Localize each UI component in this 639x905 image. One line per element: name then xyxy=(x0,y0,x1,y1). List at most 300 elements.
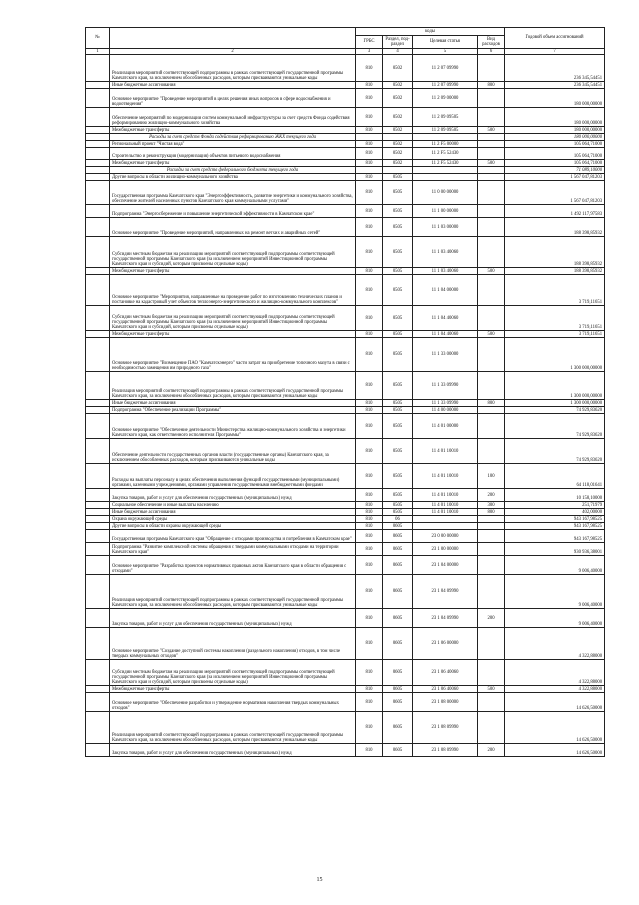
row-num-cell xyxy=(86,141,110,148)
row-name-cell: Субсидии местным бюджетам на реализацию мероприятий соответствующей подпрограммы соответствующей государственной программы Камчатского края (за исключением мероприятий Инвестиционной программы Камчатского края и субсидий, которым присвоены отдельные коды) xyxy=(110,237,356,268)
row-num-cell xyxy=(86,218,110,237)
row-section-cell: 0502 xyxy=(383,55,413,82)
row-exp-type-cell xyxy=(478,134,505,141)
row-num-cell xyxy=(86,338,110,372)
row-grbs-cell: 810 xyxy=(356,502,383,509)
row-amount-cell: 4 322,88000 xyxy=(505,686,605,693)
row-article-cell: 11 1 33 00000 xyxy=(413,338,478,372)
row-article-cell: 11 2 07 09990 xyxy=(413,55,478,82)
row-amount-cell: 9 006,40000 xyxy=(505,575,605,609)
table-row xyxy=(86,530,605,543)
table-row xyxy=(86,693,605,712)
row-section-cell: 0502 xyxy=(383,82,413,89)
table-row xyxy=(86,338,605,372)
row-name-cell: Основное мероприятие "Проведение мероприятий, направленных на ремонт ветхих и аварийных сетей" xyxy=(110,218,356,237)
row-article-cell: 23 1 04 09990 xyxy=(413,609,478,628)
row-section-cell: 0505 xyxy=(383,338,413,372)
row-name-cell: Строительство и реконструкция (модернизация) объектов питьевого водоснабжения xyxy=(110,148,356,160)
row-num-cell xyxy=(86,575,110,609)
row-name-cell: Государственная программа Камчатского края "Обращение с отходами производства и потребления в Камчатском крае" xyxy=(110,530,356,543)
index-cell: 6 xyxy=(478,49,505,55)
row-amount-cell: 188 398,85932 xyxy=(505,237,605,268)
row-num-cell xyxy=(86,148,110,160)
row-section-cell: 0505 xyxy=(383,237,413,268)
table-row xyxy=(86,134,605,141)
row-amount-cell: 14 626,50000 xyxy=(505,744,605,757)
row-num-cell xyxy=(86,693,110,712)
row-name-cell: Обеспечение деятельности государственных органов власти (государственные органы) Камчатского края, за исключением обособленных расходов, которым присваиваются уникальные коды xyxy=(110,439,356,464)
row-name-cell: Расходы за счет средств Фонда содействия реформированию ЖКХ текущего года xyxy=(110,134,356,141)
row-grbs-cell: 810 xyxy=(356,174,383,181)
row-section-cell: 0505 xyxy=(383,502,413,509)
row-amount-cell: 251,71979 xyxy=(505,502,605,509)
row-amount-cell: 74 929,83620 xyxy=(505,407,605,414)
row-exp-type-cell xyxy=(478,660,505,686)
row-name-cell: Государственная программа Камчатского края "Энергоэффективность, развитие энергетики и коммунального хозяйства, обеспечение жителей населенных пунктов Камчатского края коммунальными услугами" xyxy=(110,181,356,205)
row-amount-cell: 180 000,00000 xyxy=(505,89,605,108)
row-num-cell xyxy=(86,686,110,693)
row-grbs-cell: 810 xyxy=(356,686,383,693)
table-row xyxy=(86,268,605,275)
row-section-cell: 0605 xyxy=(383,575,413,609)
row-num-cell xyxy=(86,400,110,407)
row-num-cell xyxy=(86,509,110,516)
row-amount-cell: 236 345,54451 xyxy=(505,55,605,82)
row-section-cell: 0502 xyxy=(383,89,413,108)
row-exp-type-cell xyxy=(478,181,505,205)
row-exp-type-cell xyxy=(478,174,505,181)
row-amount-cell: 930 936,38001 xyxy=(505,543,605,556)
row-article-cell: 11 4 01 00000 xyxy=(413,414,478,439)
row-grbs-cell: 810 xyxy=(356,556,383,575)
row-article-cell xyxy=(413,134,478,141)
row-amount-cell: 9 006,40000 xyxy=(505,556,605,575)
row-name-cell: Обеспечение мероприятий по модернизации систем коммунальной инфраструктуры за счет средств Фонда содействия реформированию жилищно-коммунального хозяйства xyxy=(110,108,356,127)
row-num-cell xyxy=(86,516,110,523)
table-row xyxy=(86,543,605,556)
row-article-cell: 11 4 00 00000 xyxy=(413,407,478,414)
row-article-cell: 23 1 06 40060 xyxy=(413,660,478,686)
row-name-cell: Охрана окружающей среды xyxy=(110,516,356,523)
table-row xyxy=(86,609,605,628)
table-row xyxy=(86,509,605,516)
row-grbs-cell: 810 xyxy=(356,407,383,414)
row-exp-type-cell xyxy=(478,543,505,556)
row-name-cell: Межбюджетные трансферты xyxy=(110,686,356,693)
row-num-cell xyxy=(86,628,110,660)
row-num-cell xyxy=(86,108,110,127)
table-row xyxy=(86,275,605,306)
row-num-cell xyxy=(86,275,110,306)
row-grbs-cell: 810 xyxy=(356,530,383,543)
header-section: Раздел, под-раздел xyxy=(383,36,413,49)
row-exp-type-cell xyxy=(478,712,505,744)
row-num-cell xyxy=(86,744,110,757)
row-num-cell xyxy=(86,660,110,686)
row-amount-cell: 4 322,88000 xyxy=(505,628,605,660)
row-exp-type-cell: 100 xyxy=(478,464,505,489)
row-article-cell: 23 1 08 09990 xyxy=(413,744,478,757)
row-exp-type-cell: 200 xyxy=(478,744,505,757)
row-name-cell: Расходы за счет средств федерального бюджета текущего года xyxy=(110,167,356,174)
budget-table xyxy=(85,27,605,757)
row-section-cell: 0502 xyxy=(383,141,413,148)
row-name-cell: Подпрограмма "Энергосбережение и повышение энергетической эффективности в Камчатском крае" xyxy=(110,205,356,218)
row-exp-type-cell xyxy=(478,237,505,268)
row-section-cell: 0605 xyxy=(383,686,413,693)
row-name-cell: Другие вопросы в области жилищно-коммунального хозяйства xyxy=(110,174,356,181)
row-article-cell: 23 1 08 00000 xyxy=(413,693,478,712)
row-section-cell: 0505 xyxy=(383,372,413,400)
row-exp-type-cell: 200 xyxy=(478,489,505,502)
row-section-cell: 0505 xyxy=(383,275,413,306)
row-grbs-cell: 810 xyxy=(356,509,383,516)
row-name-cell: Основное мероприятие "Обеспечение разработки и утверждение нормативов накопления твердых коммунальных отходов" xyxy=(110,693,356,712)
row-num-cell xyxy=(86,237,110,268)
table-row xyxy=(86,628,605,660)
row-amount-cell: 3 719,11651 xyxy=(505,275,605,306)
row-name-cell: Закупка товаров, работ и услуг для обеспечения государственных (муниципальных) нужд xyxy=(110,489,356,502)
row-grbs-cell: 810 xyxy=(356,268,383,275)
row-article-cell: 11 1 04 40060 xyxy=(413,306,478,331)
row-grbs-cell: 810 xyxy=(356,89,383,108)
row-num-cell xyxy=(86,439,110,464)
row-article-cell: 11 1 33 09990 xyxy=(413,372,478,400)
row-amount-cell: 1 567 047,81203 xyxy=(505,181,605,205)
row-article-cell: 11 2 F5 00000 xyxy=(413,141,478,148)
row-section-cell: 0605 xyxy=(383,628,413,660)
row-section-cell: 0505 xyxy=(383,306,413,331)
table-row xyxy=(86,160,605,167)
header-exp-type: Вид расходов xyxy=(478,36,505,49)
row-name-cell: Социальное обеспечение и иные выплаты населению xyxy=(110,502,356,509)
table-row xyxy=(86,489,605,502)
table-row xyxy=(86,306,605,331)
row-num-cell xyxy=(86,167,110,174)
row-article-cell: 23 1 00 00000 xyxy=(413,543,478,556)
row-section-cell: 0505 xyxy=(383,464,413,489)
row-grbs-cell: 810 xyxy=(356,306,383,331)
row-name-cell: Основное мероприятие "Разработка проектов нормативных правовых актов Камчатского края в области обращения с отходами" xyxy=(110,556,356,575)
row-name-cell: Основное мероприятие "Проведение мероприятий в целях решения иных вопросов в сфере водоснабжения и водоотведения" xyxy=(110,89,356,108)
row-article-cell: 23 1 08 09990 xyxy=(413,712,478,744)
row-exp-type-cell xyxy=(478,439,505,464)
row-grbs-cell: 810 xyxy=(356,400,383,407)
row-name-cell: Субсидии местным бюджетам на реализацию мероприятий соответствующей подпрограммы соответствующей государственной программы Камчатского края (за исключением мероприятий Инвестиционной программы Камчатского края и субсидий, которым присвоены отдельные коды) xyxy=(110,306,356,331)
row-amount-cell: 105 064,71000 xyxy=(505,141,605,148)
row-exp-type-cell: 500 xyxy=(478,127,505,134)
row-num-cell xyxy=(86,306,110,331)
row-num-cell xyxy=(86,134,110,141)
row-exp-type-cell xyxy=(478,556,505,575)
row-exp-type-cell: 200 xyxy=(478,609,505,628)
row-section-cell: 0605 xyxy=(383,660,413,686)
table-row xyxy=(86,148,605,160)
row-name-cell: Закупка товаров, работ и услуг для обеспечения государственных (муниципальных) нужд xyxy=(110,744,356,757)
row-amount-cell: 3 719,11651 xyxy=(505,306,605,331)
row-article-cell: 11 1 04 00000 xyxy=(413,275,478,306)
row-name-cell: Реализация мероприятий соответствующей подпрограммы в рамках соответствующей государственной программы Камчатского края, за исключением обособленных расходов, которым присваиваются уникальные коды xyxy=(110,55,356,82)
row-grbs-cell: 810 xyxy=(356,543,383,556)
row-num-cell xyxy=(86,372,110,400)
header-name xyxy=(110,28,356,49)
row-exp-type-cell xyxy=(478,205,505,218)
header-grbs: ГРБС xyxy=(356,36,383,49)
row-article-cell: 11 1 00 00000 xyxy=(413,205,478,218)
row-article-cell xyxy=(413,516,478,523)
row-grbs-cell: 810 xyxy=(356,609,383,628)
row-exp-type-cell: 800 xyxy=(478,82,505,89)
row-amount-cell: 1 492 117,97583 xyxy=(505,205,605,218)
row-num-cell xyxy=(86,556,110,575)
row-amount-cell: 64 118,01641 xyxy=(505,464,605,489)
row-article-cell: 11 4 01 10010 xyxy=(413,439,478,464)
row-exp-type-cell xyxy=(478,218,505,237)
row-num-cell xyxy=(86,82,110,89)
index-cell: 1 xyxy=(86,49,110,55)
row-num-cell xyxy=(86,712,110,744)
row-exp-type-cell: 500 xyxy=(478,331,505,338)
row-grbs-cell xyxy=(356,167,383,174)
row-article-cell: 11 2 09 09505 xyxy=(413,108,478,127)
row-num-cell xyxy=(86,502,110,509)
row-section-cell: 0505 xyxy=(383,268,413,275)
row-exp-type-cell xyxy=(478,407,505,414)
row-num-cell xyxy=(86,489,110,502)
table-row xyxy=(86,174,605,181)
row-article-cell: 23 1 06 00000 xyxy=(413,628,478,660)
row-article-cell: 11 1 03 00000 xyxy=(413,218,478,237)
row-exp-type-cell xyxy=(478,148,505,160)
row-name-cell: Основное мероприятие "Создание доступной системы накопления (раздельного накопления) отходов, в том числе твердых коммунальных отходов" xyxy=(110,628,356,660)
row-article-cell xyxy=(413,174,478,181)
row-article-cell xyxy=(413,167,478,174)
row-num-cell xyxy=(86,205,110,218)
row-num-cell xyxy=(86,331,110,338)
table-row xyxy=(86,439,605,464)
index-cell: 7 xyxy=(505,49,605,55)
row-num-cell xyxy=(86,414,110,439)
row-amount-cell: 14 626,50000 xyxy=(505,712,605,744)
row-amount-cell: 180 000,00000 xyxy=(505,108,605,127)
table-row xyxy=(86,141,605,148)
header-row xyxy=(86,28,605,36)
row-num-cell xyxy=(86,407,110,414)
row-exp-type-cell xyxy=(478,167,505,174)
row-amount-cell: 105 064,71000 xyxy=(505,148,605,160)
row-grbs-cell: 810 xyxy=(356,693,383,712)
row-amount-cell: 105 064,71000 xyxy=(505,160,605,167)
row-section-cell: 0505 xyxy=(383,509,413,516)
row-section-cell: 0505 xyxy=(383,407,413,414)
row-article-cell xyxy=(413,523,478,530)
row-exp-type-cell: 300 xyxy=(478,502,505,509)
row-article-cell: 11 2 09 09505 xyxy=(413,127,478,134)
row-name-cell: Иные бюджетные ассигнования xyxy=(110,82,356,89)
row-grbs-cell: 810 xyxy=(356,331,383,338)
row-amount-cell: 402,00000 xyxy=(505,509,605,516)
row-exp-type-cell xyxy=(478,523,505,530)
row-section-cell: 0502 xyxy=(383,127,413,134)
row-name-cell: Другие вопросы в области охраны окружающей среды xyxy=(110,523,356,530)
table-row xyxy=(86,556,605,575)
table-row xyxy=(86,205,605,218)
table-row xyxy=(86,82,605,89)
row-article-cell: 11 1 03 40060 xyxy=(413,237,478,268)
row-exp-type-cell xyxy=(478,338,505,372)
row-num-cell xyxy=(86,543,110,556)
row-exp-type-cell xyxy=(478,141,505,148)
row-num-cell xyxy=(86,464,110,489)
row-name-cell: Основное мероприятие "Обеспечение деятельности Министерства жилищно-коммунального хозяйства и энергетики Камчатского края, как ответственного исполнителя Программы" xyxy=(110,414,356,439)
table-row xyxy=(86,218,605,237)
row-amount-cell: 188 398,85932 xyxy=(505,218,605,237)
row-section-cell: 0605 xyxy=(383,744,413,757)
row-amount-cell: 4 322,88000 xyxy=(505,660,605,686)
row-name-cell: Межбюджетные трансферты xyxy=(110,331,356,338)
row-article-cell: 11 0 00 00000 xyxy=(413,181,478,205)
row-grbs-cell: 810 xyxy=(356,439,383,464)
row-exp-type-cell xyxy=(478,693,505,712)
row-section-cell: 0502 xyxy=(383,108,413,127)
row-grbs-cell: 810 xyxy=(356,712,383,744)
row-section-cell: 0505 xyxy=(383,489,413,502)
row-article-cell: 23 0 00 00000 xyxy=(413,530,478,543)
row-article-cell: 11 4 01 10010 xyxy=(413,489,478,502)
row-num-cell xyxy=(86,609,110,628)
row-amount-cell: 236 345,54451 xyxy=(505,82,605,89)
row-grbs-cell: 810 xyxy=(356,660,383,686)
row-grbs-cell: 810 xyxy=(356,181,383,205)
row-section-cell: 0505 xyxy=(383,205,413,218)
row-grbs-cell: 810 xyxy=(356,127,383,134)
row-article-cell: 11 1 04 40060 xyxy=(413,331,478,338)
row-article-cell: 11 4 01 10010 xyxy=(413,502,478,509)
row-section-cell: 0505 xyxy=(383,331,413,338)
row-grbs-cell: 810 xyxy=(356,744,383,757)
row-section-cell: 0605 xyxy=(383,609,413,628)
table-row xyxy=(86,464,605,489)
row-exp-type-cell xyxy=(478,516,505,523)
row-name-cell: Реализация мероприятий соответствующей подпрограммы в рамках соответствующей государственной программы Камчатского края, за исключением обособленных расходов, которым присваиваются уникальные коды xyxy=(110,575,356,609)
header-codes: коды xyxy=(356,28,505,36)
row-amount-cell: 1 567 047,81203 xyxy=(505,174,605,181)
row-exp-type-cell: 800 xyxy=(478,509,505,516)
row-article-cell: 11 4 01 10010 xyxy=(413,509,478,516)
row-num-cell xyxy=(86,55,110,82)
table-row xyxy=(86,660,605,686)
row-grbs-cell xyxy=(356,134,383,141)
row-grbs-cell: 810 xyxy=(356,218,383,237)
row-grbs-cell: 810 xyxy=(356,148,383,160)
row-name-cell: Подпрограмма "Развитие комплексной системы обращения с твердыми коммунальными отходами на территории Камчатского края" xyxy=(110,543,356,556)
row-amount-cell: 74 929,83620 xyxy=(505,414,605,439)
header-num: № xyxy=(86,28,110,49)
row-name-cell: Закупка товаров, работ и услуг для обеспечения государственных (муниципальных) нужд xyxy=(110,609,356,628)
row-num-cell xyxy=(86,174,110,181)
row-exp-type-cell xyxy=(478,89,505,108)
row-grbs-cell: 810 xyxy=(356,464,383,489)
row-name-cell: Расходы на выплаты персоналу в целях обеспечения выполнения функций государственными (муниципальными) органами, казенными учреждениями, органами управления государственными внебюджетными фондами xyxy=(110,464,356,489)
row-article-cell: 11 2 F5 52430 xyxy=(413,148,478,160)
row-num-cell xyxy=(86,181,110,205)
row-amount-cell: 1 300 000,00000 xyxy=(505,400,605,407)
row-section-cell: 0605 xyxy=(383,556,413,575)
row-name-cell: Межбюджетные трансферты xyxy=(110,127,356,134)
table-row xyxy=(86,523,605,530)
row-amount-cell: 10 158,10000 xyxy=(505,489,605,502)
row-exp-type-cell: 500 xyxy=(478,268,505,275)
row-grbs-cell: 810 xyxy=(356,275,383,306)
row-name-cell: Иные бюджетные ассигнования xyxy=(110,400,356,407)
row-grbs-cell: 810 xyxy=(356,575,383,609)
row-article-cell: 11 2 F5 52430 xyxy=(413,160,478,167)
index-cell: 4 xyxy=(383,49,413,55)
header-amount: Годовой объем ассигнований xyxy=(505,28,605,49)
row-exp-type-cell xyxy=(478,306,505,331)
row-article-cell: 11 1 33 09990 xyxy=(413,400,478,407)
row-grbs-cell: 810 xyxy=(356,516,383,523)
row-amount-cell: 9 006,40000 xyxy=(505,609,605,628)
row-name-cell: Межбюджетные трансферты xyxy=(110,160,356,167)
row-num-cell xyxy=(86,160,110,167)
row-article-cell: 11 2 07 09990 xyxy=(413,82,478,89)
row-grbs-cell: 810 xyxy=(356,628,383,660)
row-section-cell: 0502 xyxy=(383,148,413,160)
row-exp-type-cell xyxy=(478,108,505,127)
row-section-cell: 0505 xyxy=(383,414,413,439)
row-grbs-cell: 810 xyxy=(356,414,383,439)
table-row xyxy=(86,181,605,205)
row-grbs-cell: 810 xyxy=(356,160,383,167)
row-section-cell: 0605 xyxy=(383,712,413,744)
row-exp-type-cell xyxy=(478,414,505,439)
row-section-cell: 0505 xyxy=(383,218,413,237)
table-row xyxy=(86,516,605,523)
table-row xyxy=(86,331,605,338)
row-section-cell: 0502 xyxy=(383,160,413,167)
table-row xyxy=(86,108,605,127)
table-row xyxy=(86,414,605,439)
table-row xyxy=(86,686,605,693)
row-amount-cell: 943 167,98525 xyxy=(505,516,605,523)
row-exp-type-cell xyxy=(478,575,505,609)
row-name-cell: Субсидии местным бюджетам на реализацию мероприятий соответствующей подпрограммы соответствующей государственной программы Камчатского края (за исключением мероприятий Инвестиционной программы Камчатского края и субсидий, которым присвоены отдельные коды) xyxy=(110,660,356,686)
row-exp-type-cell xyxy=(478,628,505,660)
row-num-cell xyxy=(86,530,110,543)
row-amount-cell: 1 300 000,00000 xyxy=(505,338,605,372)
row-name-cell: Иные бюджетные ассигнования xyxy=(110,509,356,516)
row-grbs-cell: 810 xyxy=(356,141,383,148)
row-article-cell: 11 1 03 40060 xyxy=(413,268,478,275)
row-amount-cell: 943 167,98525 xyxy=(505,523,605,530)
row-section-cell: 0505 xyxy=(383,181,413,205)
row-grbs-cell: 810 xyxy=(356,372,383,400)
row-article-cell: 11 4 01 10010 xyxy=(413,464,478,489)
row-amount-cell: 74 929,83620 xyxy=(505,439,605,464)
row-name-cell: Подпрограмма "Обеспечение реализации Программы" xyxy=(110,407,356,414)
row-name-cell: Реализация мероприятий соответствующей подпрограммы в рамках соответствующей государственной программы Камчатского края, за исключением обособленных расходов, которым присваиваются уникальные коды xyxy=(110,712,356,744)
row-name-cell: Межбюджетные трансферты xyxy=(110,268,356,275)
row-name-cell: Реализация мероприятий соответствующей подпрограммы в рамках соответствующей государственной программы Камчатского края, за исключением обособленных расходов, которым присваиваются уникальные коды xyxy=(110,372,356,400)
table-row xyxy=(86,237,605,268)
row-amount-cell: 188 398,85932 xyxy=(505,268,605,275)
table-row xyxy=(86,744,605,757)
row-section-cell xyxy=(383,134,413,141)
row-exp-type-cell xyxy=(478,530,505,543)
row-section-cell: 0605 xyxy=(383,523,413,530)
row-name-cell: Основное мероприятие "Мероприятия, направленные на проведение работ по изготовлению технических планов и постановке на кадастровый учет объектов теплоэнерго-энергетического и жилищно-коммунального комплексов" xyxy=(110,275,356,306)
